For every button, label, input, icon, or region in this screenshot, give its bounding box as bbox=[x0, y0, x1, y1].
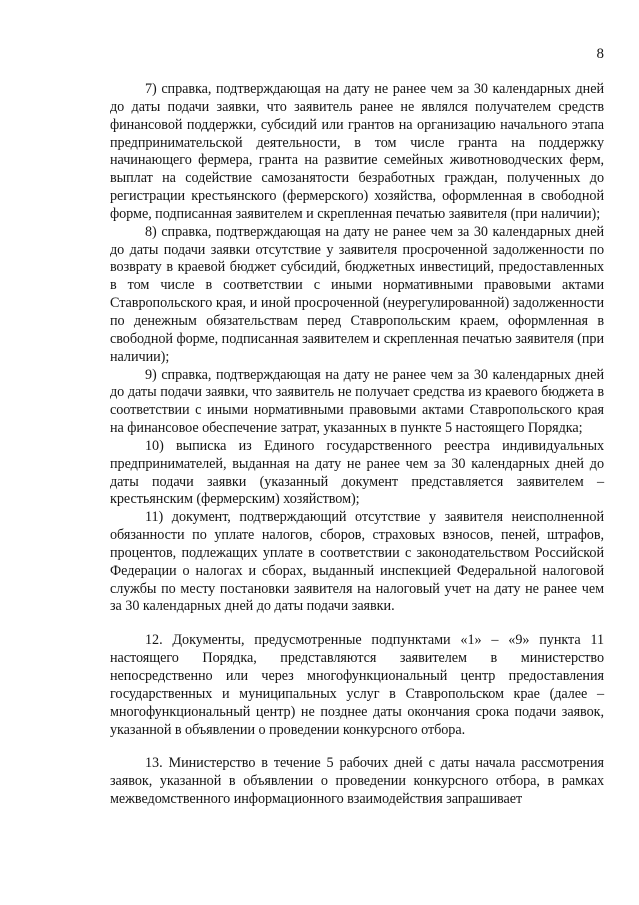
paragraph-item-11: 11) документ, подтверждающий отсутствие у заявителя неисполненной обязанности по уплате налогов, сборов, страховых взносов, пеней, штрафов, процентов, подлежащих уплате в соответствии с законодательством Российской Федерации о налогах и сборах, выданный инспекцией Федеральной налоговой службы по месту постановки заявителя на налоговый учет на дату не ранее чем за 30 календарных дней до даты подачи заявки. bbox=[110, 509, 604, 615]
paragraph-item-9: 9) справка, подтверждающая на дату не ранее чем за 30 календарных дней до даты подачи заявки, что заявитель не получает средства из краевого бюджета в соответствии с иными нормативными правовыми актами Ставропольского края на финансовое обеспечение затрат, указанных в пункте 5 настоящего Порядка; bbox=[110, 366, 604, 437]
paragraph-item-10: 10) выписка из Единого государственного реестра индивидуальных предпринимателей, выданная на дату не ранее чем за 30 календарных дней до даты подачи заявки (указанный документ представляется заявителем – крестьянским (фермерским) хозяйством); bbox=[110, 437, 604, 508]
paragraph-gap bbox=[110, 616, 604, 632]
page-number: 8 bbox=[596, 46, 604, 62]
paragraph-clause-12: 12. Документы, предусмотренные подпунктами «1» – «9» пункта 11 настоящего Порядка, представляются заявителем в министерство непосредственно или через многофункциональный центр предоставления государственных и муниципальных услуг в Ставропольском крае (далее – многофункциональный центр) не позднее даты окончания срока подачи заявок, указанной в объявлении о проведении конкурсного отбора. bbox=[110, 632, 604, 738]
paragraph-item-7: 7) справка, подтверждающая на дату не ранее чем за 30 календарных дней до даты подачи заявки, что заявитель ранее не являлся получателем средств финансовой поддержки, субсидий или грантов на организацию начального этапа предпринимательской деятельности, в том числе гранта на поддержку начинающего фермера, гранта на развитие семейных животноводческих ферм, выплат на содействие самозанятости безработных граждан, полученных до регистрации крестьянского (фермерского) хозяйства, оформленная в свободной форме, подписанная заявителем и скрепленная печатью заявителя (при наличии); bbox=[110, 81, 604, 222]
paragraph-gap bbox=[110, 739, 604, 755]
paragraph-clause-13: 13. Министерство в течение 5 рабочих дней с даты начала рассмотрения заявок, указанной в объявлении о проведении конкурсного отбора, в рамках межведомственного информационного взаимодействия запрашивает bbox=[110, 755, 604, 808]
paragraph-item-8: 8) справка, подтверждающая на дату не ранее чем за 30 календарных дней до даты подачи заявки отсутствие у заявителя просроченной задолженности по возврату в краевой бюджет субсидий, бюджетных инвестиций, предоставленных в том числе в соответствии с иными нормативными правовыми актами Ставропольского края, и иной просроченной (неурегулированной) задолженности по денежным обязательствам перед Ставропольским краем, оформленная в свободной форме, подписанная заявителем и скрепленная печатью заявителя (при наличии); bbox=[110, 223, 604, 365]
document-body bbox=[110, 81, 604, 809]
